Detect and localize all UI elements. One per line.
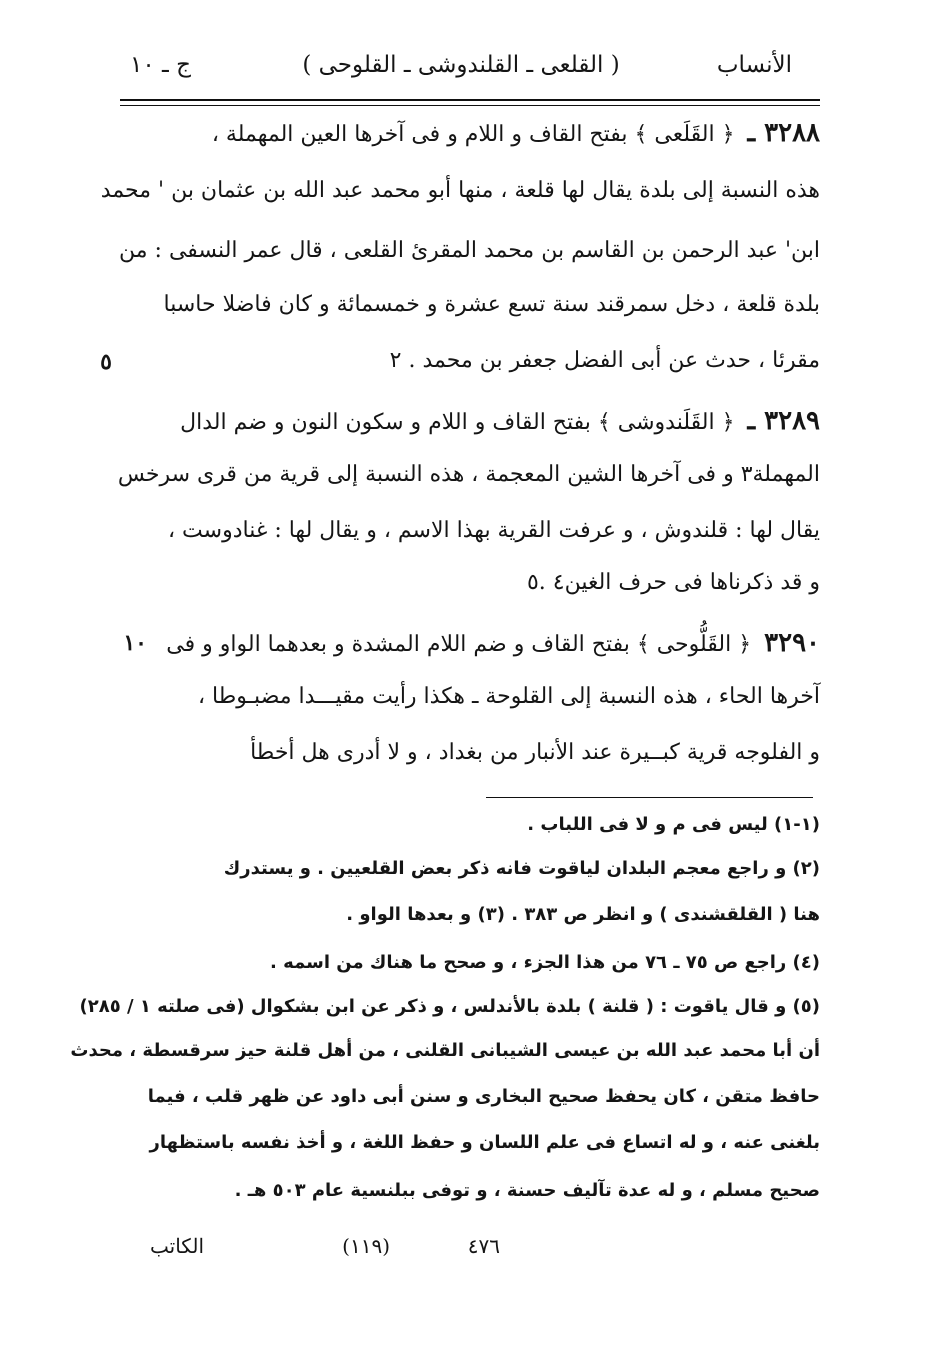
entry-3289-line-4: و قد ذكرناها فى حرف الغين٤ .٥ bbox=[526, 570, 820, 595]
entry-text: ﴿ القَلَعى ﴾ بفتح القاف و اللام و فى آخرها العين المهملة ، bbox=[211, 122, 735, 147]
sheet-number: (١١٩) bbox=[342, 1234, 390, 1258]
margin-line-number-10: ١٠ bbox=[123, 630, 147, 656]
entry-3290-line-1 bbox=[120, 628, 820, 658]
header-section-title: ( القلعى ـ القلندوشى ـ القلوحى ) bbox=[302, 52, 620, 78]
entry-number: ٣٢٨٩ ـ bbox=[747, 406, 820, 436]
footnote-rule bbox=[486, 797, 813, 798]
page-number: ٤٧٦ bbox=[467, 1234, 500, 1258]
entry-text: ﴿ القَلَندوشى ﴾ بفتح القاف و اللام و سكون النون و ضم الدال bbox=[180, 410, 735, 435]
footnote-5-line-1: (٥) و قال ياقوت : ( قلنة ) بلدة بالأندلس ، و ذكر عن ابن بشكوال (فى صلته ١ / ٢٨٥) bbox=[79, 996, 820, 1017]
entry-text: مقرئا ، حدث عن أبى الفضل جعفر بن محمد . ٢ bbox=[389, 348, 820, 373]
scribe-label: الكاتب bbox=[150, 1234, 204, 1258]
header-rule bbox=[120, 99, 820, 101]
footnote-5-line-4: بلغنى عنه ، و له اتساع فى علم اللسان و حفظ اللغة ، و أخذ نفسه باستظهار bbox=[149, 1132, 820, 1153]
entry-3288-line-2: هذه النسبة إلى بلدة يقال لها قلعة ، منها أبو محمد عبد الله بن عثمان بن ' محمد bbox=[100, 178, 820, 203]
footnote-1: (١-١) ليس فى م و لا فى اللباب . bbox=[527, 814, 820, 835]
page-footer bbox=[150, 1234, 590, 1264]
entry-3288-line-1 bbox=[120, 118, 820, 148]
margin-line-number-5: ٥ bbox=[100, 349, 112, 375]
footnote-5-line-2: أن أبا محمد عبد الله بن عيسى الشيبانى القلنى ، من أهل قلنة حيز سرقسطة ، محدث bbox=[70, 1040, 820, 1061]
footnote-5-line-3: حافظ متقن ، كان يحفظ صحيح البخارى و سنن أبى داود عن ظهر قلب ، فيما bbox=[147, 1086, 820, 1107]
entry-text: ﴿ القَلُّوحى ﴾ بفتح القاف و ضم اللام المشدة و بعدهما الواو و فى bbox=[166, 632, 752, 657]
entry-3289-line-3: يقال لها : قلندوش ، و عرفت القرية بهذا الاسم ، و يقال لها : غنادوست ، bbox=[167, 518, 820, 543]
entry-3288-line-3: ابن' عبد الرحمن بن القاسم بن محمد المقرئ القلعى ، قال عمر النسفى : من bbox=[119, 238, 820, 263]
header-rule-thin bbox=[120, 105, 820, 106]
footnote-5-line-5: صحيح مسلم ، و له عدة تآليف حسنة ، و توفى ببلنسية عام ٥٠٣ هـ . bbox=[234, 1180, 820, 1201]
header-volume: ج ـ ١٠ bbox=[130, 52, 191, 78]
footnote-4: (٤) راجع ص ٧٥ ـ ٧٦ من هذا الجزء ، و صحح ما هناك من اسمه . bbox=[270, 952, 820, 973]
entry-3288-line-4: بلدة قلعة ، دخل سمرقند سنة تسع عشرة و خمسمائة و كان فاضلا حاسبا bbox=[163, 292, 820, 317]
entry-3288-line-5 bbox=[130, 348, 820, 373]
entry-3289-line-2: المهملة٣ و فى آخرها الشين المعجمة ، هذه النسبة إلى قرية من قرى سرخس bbox=[117, 462, 820, 487]
running-header bbox=[130, 52, 792, 92]
entry-3290-line-3: و الفلوجه قرية كبــيرة عند الأنبار من بغداد ، و لا أدرى هل أخطأ bbox=[250, 740, 820, 765]
footnote-2-3: هنا ( القلقشندى ) و انظر ص ٣٨٣ . (٣) و بعدها الواو . bbox=[346, 904, 820, 925]
footnote-2: (٢) و راجع معجم البلدان لياقوت فانه ذكر بعض القلعيين . و يستدرك bbox=[223, 858, 820, 879]
header-book-title: الأنساب bbox=[716, 52, 792, 78]
entry-number: ٣٢٨٨ ـ bbox=[747, 118, 820, 148]
entry-3290-line-2: آخرها الحاء ، هذه النسبة إلى القلوحة ـ هكذا رأيت مقيـــدا مضبـوطا ، bbox=[197, 684, 820, 709]
entry-number: ٣٢٩٠ bbox=[764, 628, 820, 658]
entry-3289-line-1 bbox=[120, 406, 820, 436]
